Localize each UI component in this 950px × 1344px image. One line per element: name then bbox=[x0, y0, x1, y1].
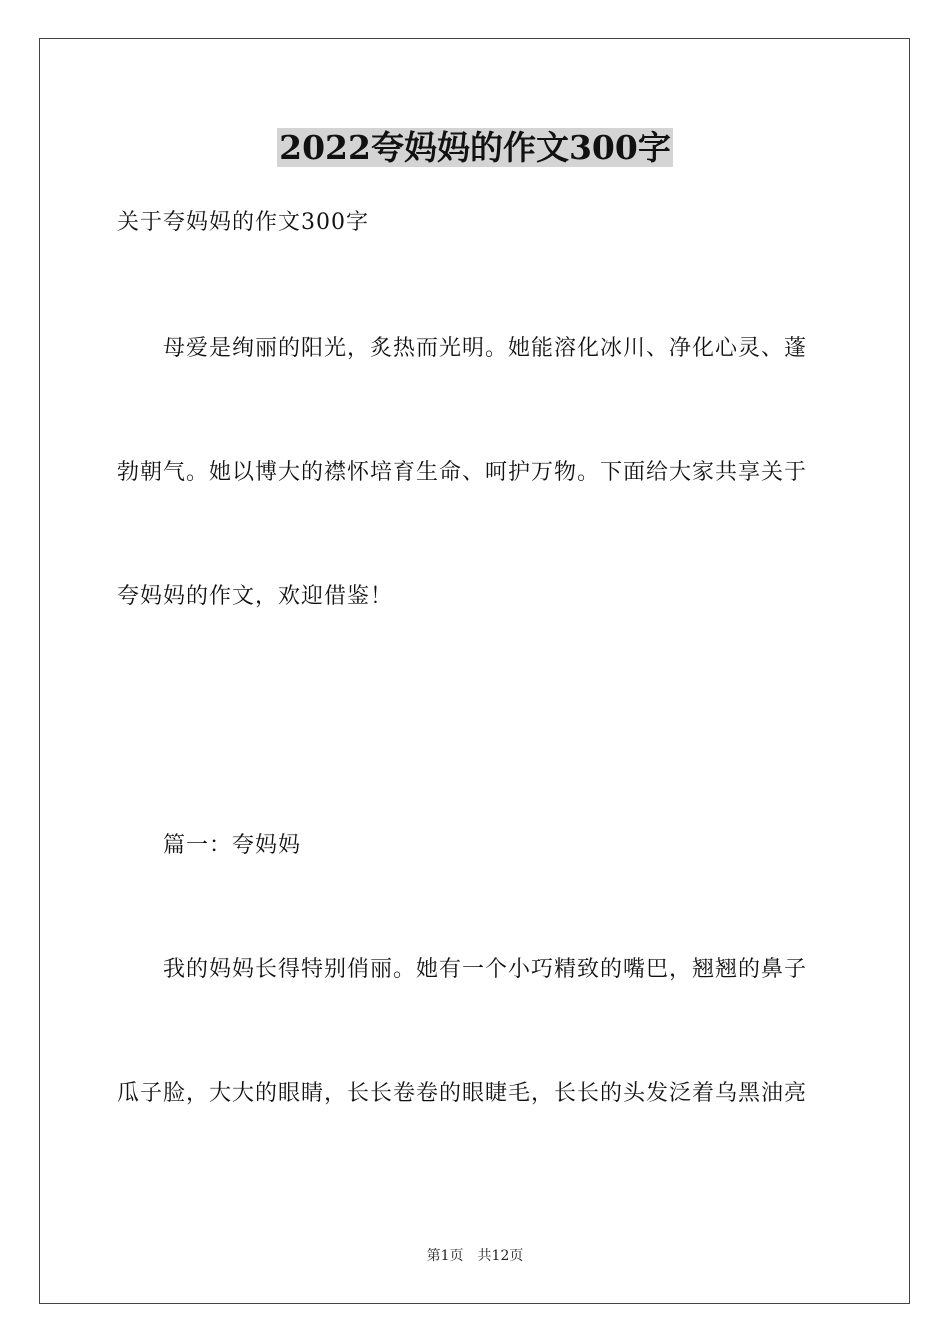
intro-paragraph-line-1: 母爱是绚丽的阳光，炙热而光明。她能溶化冰川、净化心灵、蓬 bbox=[163, 336, 808, 361]
page-number: 第1页 bbox=[426, 1248, 464, 1264]
intro-paragraph-line-3: 夸妈妈的作文，欢迎借鉴！ bbox=[117, 584, 394, 609]
body-paragraph-line-1: 我的妈妈长得特别俏丽。她有一个小巧精致的嘴巴，翘翘的鼻子 bbox=[163, 957, 808, 982]
section-heading: 篇一：夸妈妈 bbox=[163, 833, 302, 858]
document-subtitle: 关于夸妈妈的作文300字 bbox=[117, 210, 369, 235]
intro-paragraph-line-2: 勃朝气。她以博大的襟怀培育生命、呵护万物。下面给大家共享关于 bbox=[117, 460, 808, 485]
body-paragraph-line-2: 瓜子脸，大大的眼睛，长长卷卷的眼睫毛，长长的头发泛着乌黑油亮 bbox=[117, 1081, 808, 1106]
page-footer bbox=[0, 1246, 950, 1266]
page-total: 共12页 bbox=[477, 1248, 524, 1264]
document-title-text: 2022夸妈妈的作文300字 bbox=[279, 128, 671, 167]
document-title bbox=[0, 126, 950, 170]
